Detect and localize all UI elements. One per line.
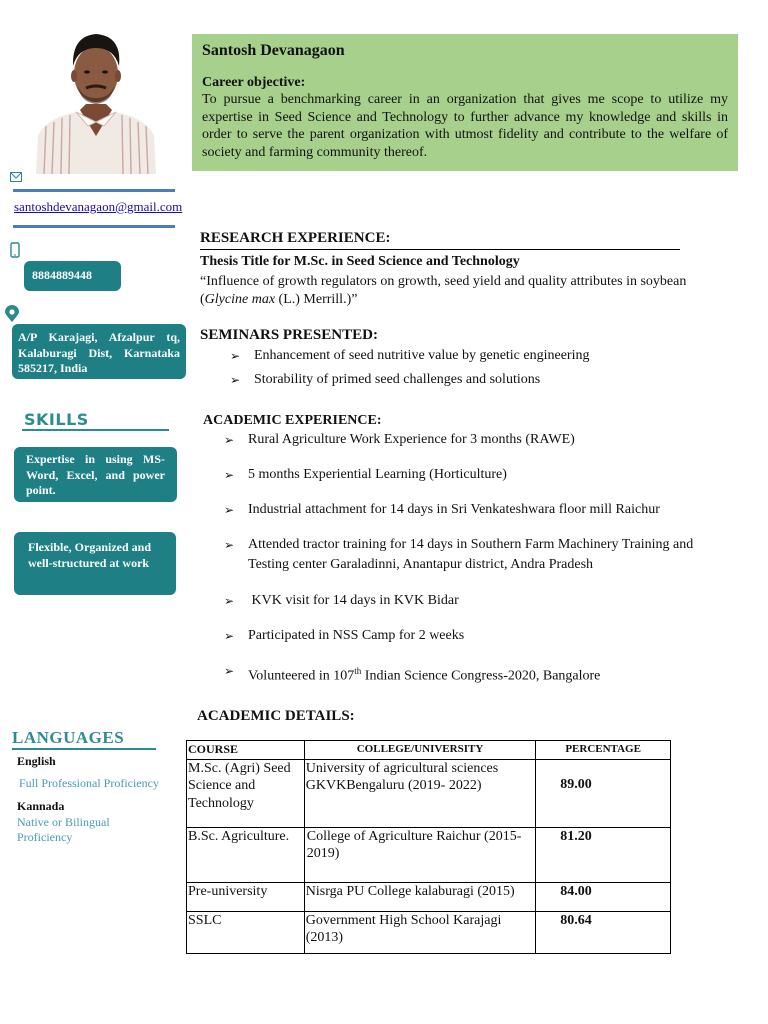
academic-experience-list <box>224 430 734 687</box>
language-name: English <box>17 754 56 768</box>
college-cell: Nisrga PU College kalaburagi (2015) <box>304 882 536 911</box>
list-item: ➢ Enhancement of seed nutritive value by genetic engineering <box>230 346 730 370</box>
percentage-cell: 89.00 <box>536 759 671 827</box>
arrow-bullet-icon: ➢ <box>224 468 235 482</box>
skills-heading: SKILLS <box>24 410 89 429</box>
academic-details-heading: ACADEMIC DETAILS: <box>197 708 355 724</box>
address-text: A/P Karajagi, Afzalpur tq, Kalaburagi Dist, Karnataka 585217, India <box>18 330 180 375</box>
profile-photo-image <box>36 26 156 174</box>
percentage-cell: 81.20 <box>536 827 671 882</box>
college-cell: Government High School Karajagi (2013) <box>304 911 536 953</box>
table-row <box>187 911 671 953</box>
arrow-bullet-icon: ➢ <box>224 433 235 447</box>
academic-experience-heading: ACADEMIC EXPERIENCE: <box>203 413 382 428</box>
phone-icon <box>10 242 20 263</box>
list-item: ➢ Attended tractor training for 14 days in Southern Farm Machinery Training and Testing center Garaladinni, Anantapur district, Andra Pradesh <box>224 537 694 572</box>
course-cell: B.Sc. Agriculture. <box>187 827 305 882</box>
academic-details-table <box>186 740 671 954</box>
languages-divider <box>12 748 156 750</box>
thesis-title: Thesis Title for M.Sc. in Seed Science and Technology <box>200 254 520 269</box>
arrow-bullet-icon: ➢ <box>224 594 235 608</box>
thesis-text-part: “Influence of growth regulators on growth, seed yield and quality attributes in soybean ( <box>200 274 687 307</box>
course-cell: Pre-university <box>187 882 305 911</box>
percentage-cell: 80.64 <box>536 911 671 953</box>
table-row <box>187 759 671 827</box>
arrow-bullet-icon: ➢ <box>224 503 235 517</box>
language-level: Native or Bilingual Proficiency <box>17 815 110 844</box>
list-item: ➢ 5 months Experiential Learning (Horticulture) <box>224 465 734 500</box>
college-cell: College of Agriculture Raichur (2015-2019) <box>304 827 536 882</box>
seminars-heading: SEMINARS PRESENTED: <box>200 327 378 343</box>
phone-number: 8884889448 <box>32 268 92 282</box>
skill-box-2 <box>14 532 176 595</box>
course-cell: M.Sc. (Agri) Seed Science and Technology <box>187 759 305 827</box>
table-header-row <box>187 741 671 760</box>
list-item: ➢ Storability of primed seed challenges and solutions <box>230 370 730 390</box>
arrow-bullet-icon: ➢ <box>224 538 235 552</box>
arrow-bullet-icon: ➢ <box>224 629 235 643</box>
column-header: COLLEGE/UNIVERSITY <box>304 741 536 760</box>
research-underline <box>200 249 680 250</box>
header-box <box>192 34 738 171</box>
table-row <box>187 827 671 882</box>
thesis-text-part: (L.) Merrill.)” <box>275 292 358 307</box>
email-link[interactable]: santoshdevanagaon@gmail.com <box>14 199 183 214</box>
language-name: Kannada <box>17 799 65 813</box>
skill-text: Expertise in using MS-Word, Excel, and power point. <box>26 452 165 497</box>
table-row <box>187 882 671 911</box>
career-objective-label: Career objective: <box>202 75 306 90</box>
species-name: Glycine max <box>204 292 276 307</box>
candidate-name: Santosh Devanagaon <box>202 42 345 59</box>
list-item: ➢ Participated in NSS Camp for 2 weeks <box>224 626 734 661</box>
mail-icon <box>10 172 22 185</box>
career-objective-text: To pursue a benchmarking career in an organization that gives me scope to utilize my expertise in Seed Science and Technology to further advance my knowledge and skills in order to serve the parent organization with utmost fidelity and contribute to the welfare of society and farming community thereof. <box>202 92 728 160</box>
percentage-cell: 84.00 <box>536 882 671 911</box>
arrow-bullet-icon: ➢ <box>230 373 241 387</box>
column-header: PERCENTAGE <box>536 741 671 760</box>
profile-photo <box>36 26 156 174</box>
email-bottom-divider <box>13 225 175 228</box>
email-top-divider <box>13 189 175 192</box>
list-item: ➢ Volunteered in 107th Indian Science Congress-2020, Bangalore <box>224 661 734 687</box>
list-item: ➢ KVK visit for 14 days in KVK Bidar <box>224 591 734 626</box>
course-cell: SSLC <box>187 911 305 953</box>
language-level: Full Professional Proficiency <box>19 776 159 790</box>
skills-divider <box>22 429 169 431</box>
column-header: COURSE <box>187 741 305 760</box>
thesis-text <box>200 273 730 309</box>
college-cell: University of agricultural sciences GKVKBengaluru (2019- 2022) <box>304 759 536 827</box>
list-item: ➢ Industrial attachment for 14 days in Sri Venkateshwara floor mill Raichur <box>224 500 734 535</box>
skill-text: Flexible, Organized and well-structured at work <box>28 540 151 570</box>
list-item: ➢ Rural Agriculture Work Experience for 3 months (RAWE) <box>224 430 734 465</box>
skill-box-1 <box>14 447 177 502</box>
research-heading: RESEARCH EXPERIENCE: <box>200 230 391 246</box>
arrow-bullet-icon: ➢ <box>224 664 235 678</box>
arrow-bullet-icon: ➢ <box>230 349 241 363</box>
seminar-list <box>230 346 730 390</box>
languages-heading: LANGUAGES <box>12 728 125 747</box>
phone-box <box>24 261 121 291</box>
address-box <box>12 324 186 379</box>
